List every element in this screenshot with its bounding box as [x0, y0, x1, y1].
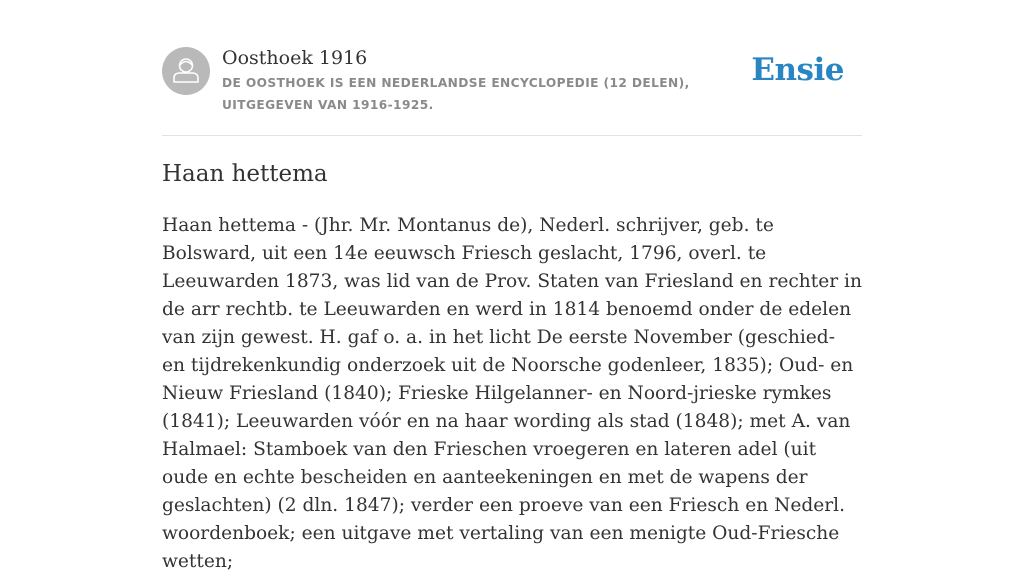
- source-description: DE OOSTHOEK IS EEN NEDERLANDSE ENCYCLOPEDIE (12 DELEN), UITGEGEVEN VAN 1916-1925.: [222, 76, 690, 112]
- source-header: [162, 46, 862, 136]
- article-title: Haan hettema: [162, 161, 328, 187]
- ensie-logo[interactable]: Ensie: [751, 52, 844, 88]
- article-body: Haan hettema - (Jhr. Mr. Montanus de), Nederl. schrijver, geb. te Bolsward, uit een 14e eeuwsch Friesch geslacht, 1796, overl. te Leeuwarden 1873, was lid van de Prov. Staten van Friesland en rechter in de arr rechtb. te Leeuwarden en werd in 1814 benoemd onder de edelen van zijn gewest. H. gaf o. a. in het licht De eerste November (geschied- en tijdrekenkundig onderzoek uit de Noorsche godenleer, 1835); Oud- en Nieuw Friesland (1840); Frieske Hilgelanner- en Noord-jrieske rymkes (1841); Leeuwarden vóór en na haar wording als stad (1848); met A. van Halmael: Stamboek van den Frieschen vroegeren en lateren adel (uit oude en echte bescheiden en aanteekeningen en met de wapens der geslachten) (2 dln. 1847); verder een proeve van een Friesch en Nederl. woordenboek; een uitgave met vertaling van een menigte Oud-Friesche wetten;: [162, 215, 862, 572]
- person-outline-icon: [162, 47, 210, 95]
- source-title[interactable]: Oosthoek 1916: [222, 47, 368, 69]
- header-divider: [162, 135, 862, 136]
- user-avatar-icon[interactable]: [162, 47, 210, 95]
